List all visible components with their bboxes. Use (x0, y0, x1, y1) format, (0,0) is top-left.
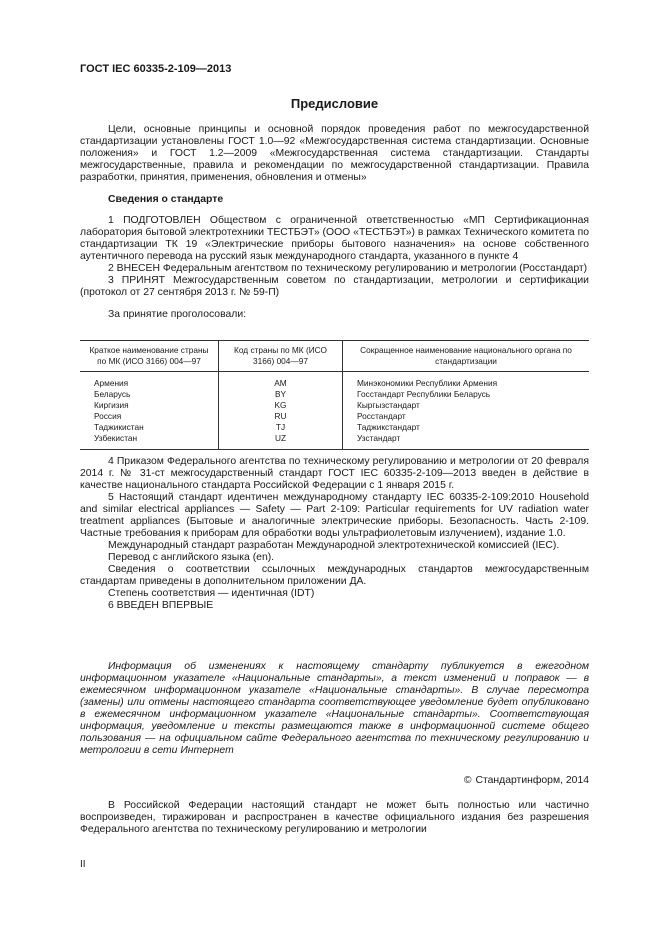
cell-body: Госстандарт Республики Беларусь (343, 389, 590, 400)
cell-body: Таджикстандарт (343, 422, 590, 433)
copyright-text: Стандартинформ, 2014 (475, 775, 589, 786)
table-row (80, 400, 589, 411)
item-3: 3 ПРИНЯТ Межгосударственным советом по стандартизации, метрологии и сертификации (протокол от 27 сентября 2013 г. № 59-П) (80, 275, 589, 298)
cell-country: Киргизия (94, 400, 129, 410)
cell-code: UZ (219, 433, 343, 450)
cell-country: Таджикистан (94, 422, 144, 432)
table-row (80, 372, 589, 390)
item-6: 6 ВВЕДЕН ВПЕРВЫЕ (108, 600, 214, 611)
item-5-language: Перевод с английского языка (en). (108, 552, 275, 563)
cell-body: Кыргызстандарт (343, 400, 590, 411)
item-2: 2 ВНЕСЕН Федеральным агентством по техническому регулированию и метрологии (Росстандарт) (108, 263, 588, 274)
amendments-notice-text: Информация об изменениях к настоящему стандарту публикуется в ежегодном информационном указателе «Национальные стандарты», а текст изменений и поправок — в ежемесячном информационном указателе «Национальные стандарты». В случае пересмотра (замены) или отмены настоящего стандарта соответствующее уведомление будет опубликовано в ежемесячном информационном указателе «Национальные стандарты». Соответствующая информация, уведомление и тексты размещаются также в информационной системе общего пользования — на официальном сайте Федерального агентства по техническому регулированию и метрологии в сети Интернет (80, 661, 589, 756)
voting-table (80, 340, 589, 450)
cell-code: BY (219, 389, 343, 400)
enactment-block (80, 456, 589, 612)
cell-code: AM (219, 372, 343, 390)
table-header-body: Сокращенное наименование национального органа по стандартизации (343, 341, 590, 372)
table-header-code: Код страны по МК (ИСО 3166) 004—97 (219, 341, 343, 372)
section-title: Предисловие (290, 96, 379, 111)
copyright-symbol: © (463, 775, 472, 786)
table-row (80, 389, 589, 400)
document-header: ГОСТ IEC 60335-2-109—2013 (80, 63, 232, 75)
item-4: 4 Приказом Федерального агентства по техническому регулированию и метрологии от 20 февраля 2014 г. № 31-ст межгосударственный стандарт ГОСТ IEC 60335-2-109—2013 введен в действие в качестве национального стандарта Российской Федерации с 1 января 2015 г. (80, 456, 589, 491)
table-row (80, 422, 589, 433)
cell-country: Армения (94, 378, 129, 388)
copyright-line (464, 775, 589, 786)
cell-code: KG (219, 400, 343, 411)
reproduction-notice-text: В Российской Федерации настоящий стандарт не может быть полностью или частично воспроизведен, тиражирован и распространен в качестве официального издания без разрешения Федерального агентства по техническому регулированию и метрологии (80, 800, 589, 835)
item-1: 1 ПОДГОТОВЛЕН Обществом с ограниченной ответственностью «МП Сертификационная лаборатория бытовой электротехники ТЕСТБЭТ» (ООО «ТЕСТБЭТ») в рамках Технического комитета по стандартизации ТК 19 «Электрические приборы бытового назначения» на основе собственного аутентичного перевода на русский язык международного стандарта, указанного в пункте 4 (80, 215, 589, 262)
vote-label: За принятие проголосовали: (108, 309, 247, 320)
cell-country: Беларусь (94, 389, 131, 399)
standard-info-block (80, 194, 589, 321)
table-header-row (80, 341, 589, 372)
amendments-notice (80, 661, 589, 757)
table-row (80, 411, 589, 422)
cell-code: TJ (219, 422, 343, 433)
item-5: 5 Настоящий стандарт идентичен международному стандарту IEC 60335-2-109:2010 Household and similar electrical appliances — Safety — Part 2-109: Particular requirements for UV radiation water treatment appliances (Бытовые и аналогичные электрические приборы. Безопасность. Часть 2-109. Частные требования к приборам для обработки воды ультрафиолетовым излучением), издание 1.0. (80, 492, 589, 539)
page-number: II (80, 859, 86, 870)
cell-body: Росстандарт (343, 411, 590, 422)
table-row (80, 433, 589, 450)
table-header-country: Краткое наименование страны по МК (ИСО 3166) 004—97 (80, 341, 219, 372)
item-5-iec: Международный стандарт разработан Международной электротехнической комиссией (IEC). (108, 540, 560, 551)
intro-block (80, 124, 589, 184)
item-5-degree: Степень соответствия — идентичная (IDT) (108, 588, 315, 599)
info-heading: Сведения о стандарте (108, 194, 224, 205)
item-5-references: Сведения о соответствии ссылочных международных стандартов межгосударственным стандартам приведены в дополнительном приложении ДА. (80, 564, 589, 587)
cell-body: Минэкономики Республики Армения (343, 372, 590, 390)
cell-body: Узстандарт (343, 433, 590, 450)
cell-country: Узбекистан (80, 433, 219, 450)
cell-country: Россия (94, 411, 122, 421)
intro-paragraph: Цели, основные принципы и основной порядок проведения работ по межгосударственной стандартизации установлены ГОСТ 1.0—92 «Межгосударственная система стандартизации. Основные положения» и ГОСТ 1.2—2009 «Межгосударственная система стандартизации. Стандарты межгосударственные, правила и рекомендации по межгосударственной стандартизации. Правила разработки, принятия, применения, обновления и отмены» (80, 124, 589, 183)
reproduction-notice (80, 800, 589, 836)
cell-code: RU (219, 411, 343, 422)
